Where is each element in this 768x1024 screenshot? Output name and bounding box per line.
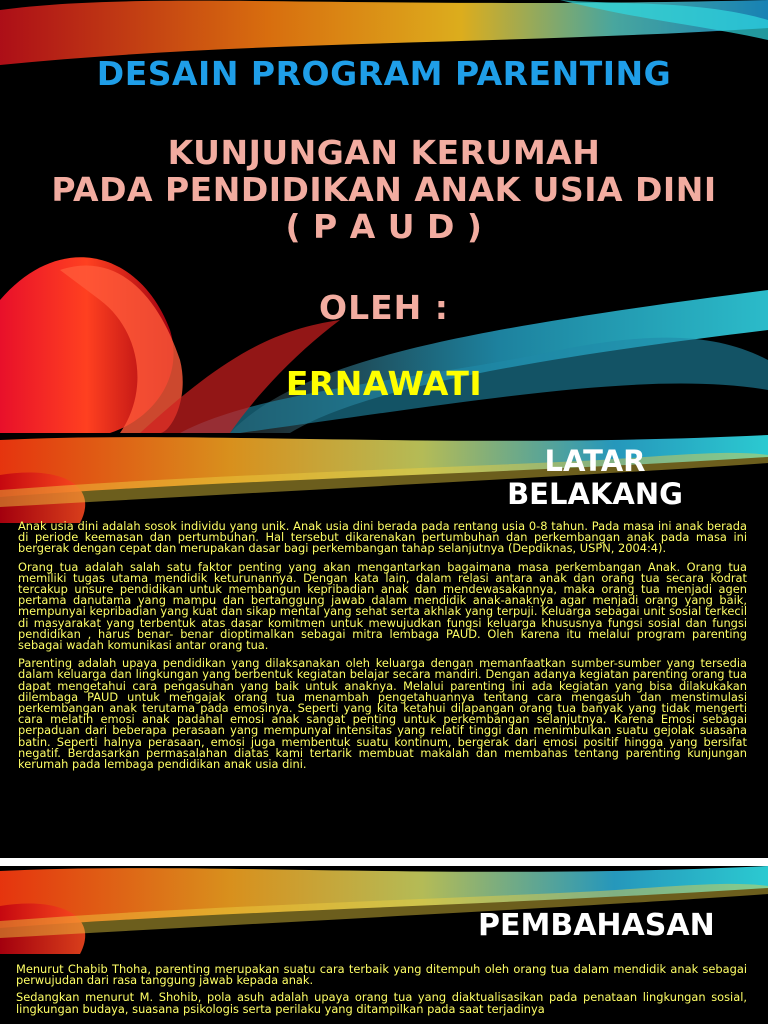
paragraph: Parenting adalah upaya pendidikan yang dilaksanakan oleh keluarga dengan memanfaatkan sumber-sumber yang tersedia dalam keluarga dan lingkungan yang berbentuk kegiatan belajar secara mandiri. Dengan adanya kegiatan parenting orang tua dapat mengetahui cara pengasuhan yang baik untuk anaknya. Melalui parenting ini ada kegiatan yang bisa dilakukakan dilembaga PAUD untuk mengajak orang tua menambah pengetahuannya tentang cara mengasuh dan menstimulasi perkembangan anak terutama pada emosinya. Seperti yang kita ketahui dilapangan orang tua banyak yang tidak mengerti cara melatih emosi anak padahal emosi anak sangat penting untuk perkembangan selanjutnya. Karena Emosi sebagai perpaduan dari beberapa perasaan yang mempunyai intensitas yang relatif tinggi dan menimbulkan suatu gejolak suasana batin. Seperti halnya perasaan, emosi juga membentuk suatu kontinum, bergerak dari emosi positif hingga yang bersifat negatif. Berdasarkan permasalahan diatas kami tertarik membuat makalah dan membahas tentang parenting kunjungan kerumah pada lembaga pendidikan anak usia dini.: [18, 656, 747, 772]
discussion-slide: [0, 866, 768, 1024]
heading-line: BELAKANG: [507, 477, 683, 511]
section-heading: PEMBAHASAN: [478, 908, 715, 943]
paragraph: Menurut Chabib Thoha, parenting merupakan suatu cara terbaik yang ditempuh oleh orang tua dalam mendidik anak sebagai perwujudan dari rasa tanggung jawab kepada anak.: [16, 962, 747, 988]
subtitle-line: PADA PENDIDIKAN ANAK USIA DINI: [51, 170, 717, 209]
heading-line: LATAR: [544, 444, 646, 478]
subtitle-line: KUNJUNGAN KERUMAH: [167, 133, 601, 172]
author-name: ERNAWATI: [285, 364, 483, 403]
title-slide: [0, 0, 768, 433]
presentation-subtitle: [0, 134, 768, 245]
section-heading: [480, 445, 710, 511]
body-text: [18, 521, 747, 777]
paragraph: Orang tua adalah salah satu faktor penting yang akan mengantarkan bagaimana masa perkembangan Anak. Orang tua memiliki tugas utama mendidik keturunannya. Dengan kata lain, dalam relasi antara anak dan orang tua secara kodrat tercakup unsure pendidikan untuk membangun kepribadian anak dan mendewasakannya, maka orang tua menjadi agen pertama danutama yang mampu dan bertanggung jawab dalam mendidik anak-anaknya agar menjadi orang yang baik, mempunyai kepribadian yang kuat dan sikap mental yang sehat serta akhlak yang terpuji. Keluarga sebagai unit sosial terkecil di masyarakat yang terbentuk atas dasar komitmen untuk mewujudkan fungsi keluarga khususnya fungsi sosial dan fungsi pendidikan , harus benar- benar dioptimalkan sebagai mitra lembaga PAUD. Oleh karena itu melalui program parenting sebagai wadah komunikasi antar orang tua.: [18, 559, 747, 653]
paragraph: Anak usia dini adalah sosok individu yang unik. Anak usia dini berada pada rentang usia 0-8 tahun. Pada masa ini anak berada di periode keemasan dan pertumbuhan. Hal tersebut dikarenakan pertumbuhan dan perkembangan anak pada masa ini bergerak dengan cepat dan merupakan dasar bagi perkembangan tahap selanjutnya (Depdiknas, USPN, 2004:4).: [18, 519, 747, 556]
slide-divider: [0, 858, 768, 866]
paragraph: Sedangkan menurut M. Shohib, pola asuh adalah upaya orang tua yang diaktualisasikan pada penataan lingkungan sosial, lingkungan budaya, suasana psikologis serta perilaku yang ditampilkan pada saat terjadinya: [16, 990, 747, 1016]
subtitle-line: ( P A U D ): [285, 207, 483, 246]
by-label: OLEH :: [319, 288, 449, 327]
background-slide: [0, 435, 768, 858]
presentation-title: DESAIN PROGRAM PARENTING: [96, 54, 672, 93]
body-text: [16, 964, 747, 1021]
